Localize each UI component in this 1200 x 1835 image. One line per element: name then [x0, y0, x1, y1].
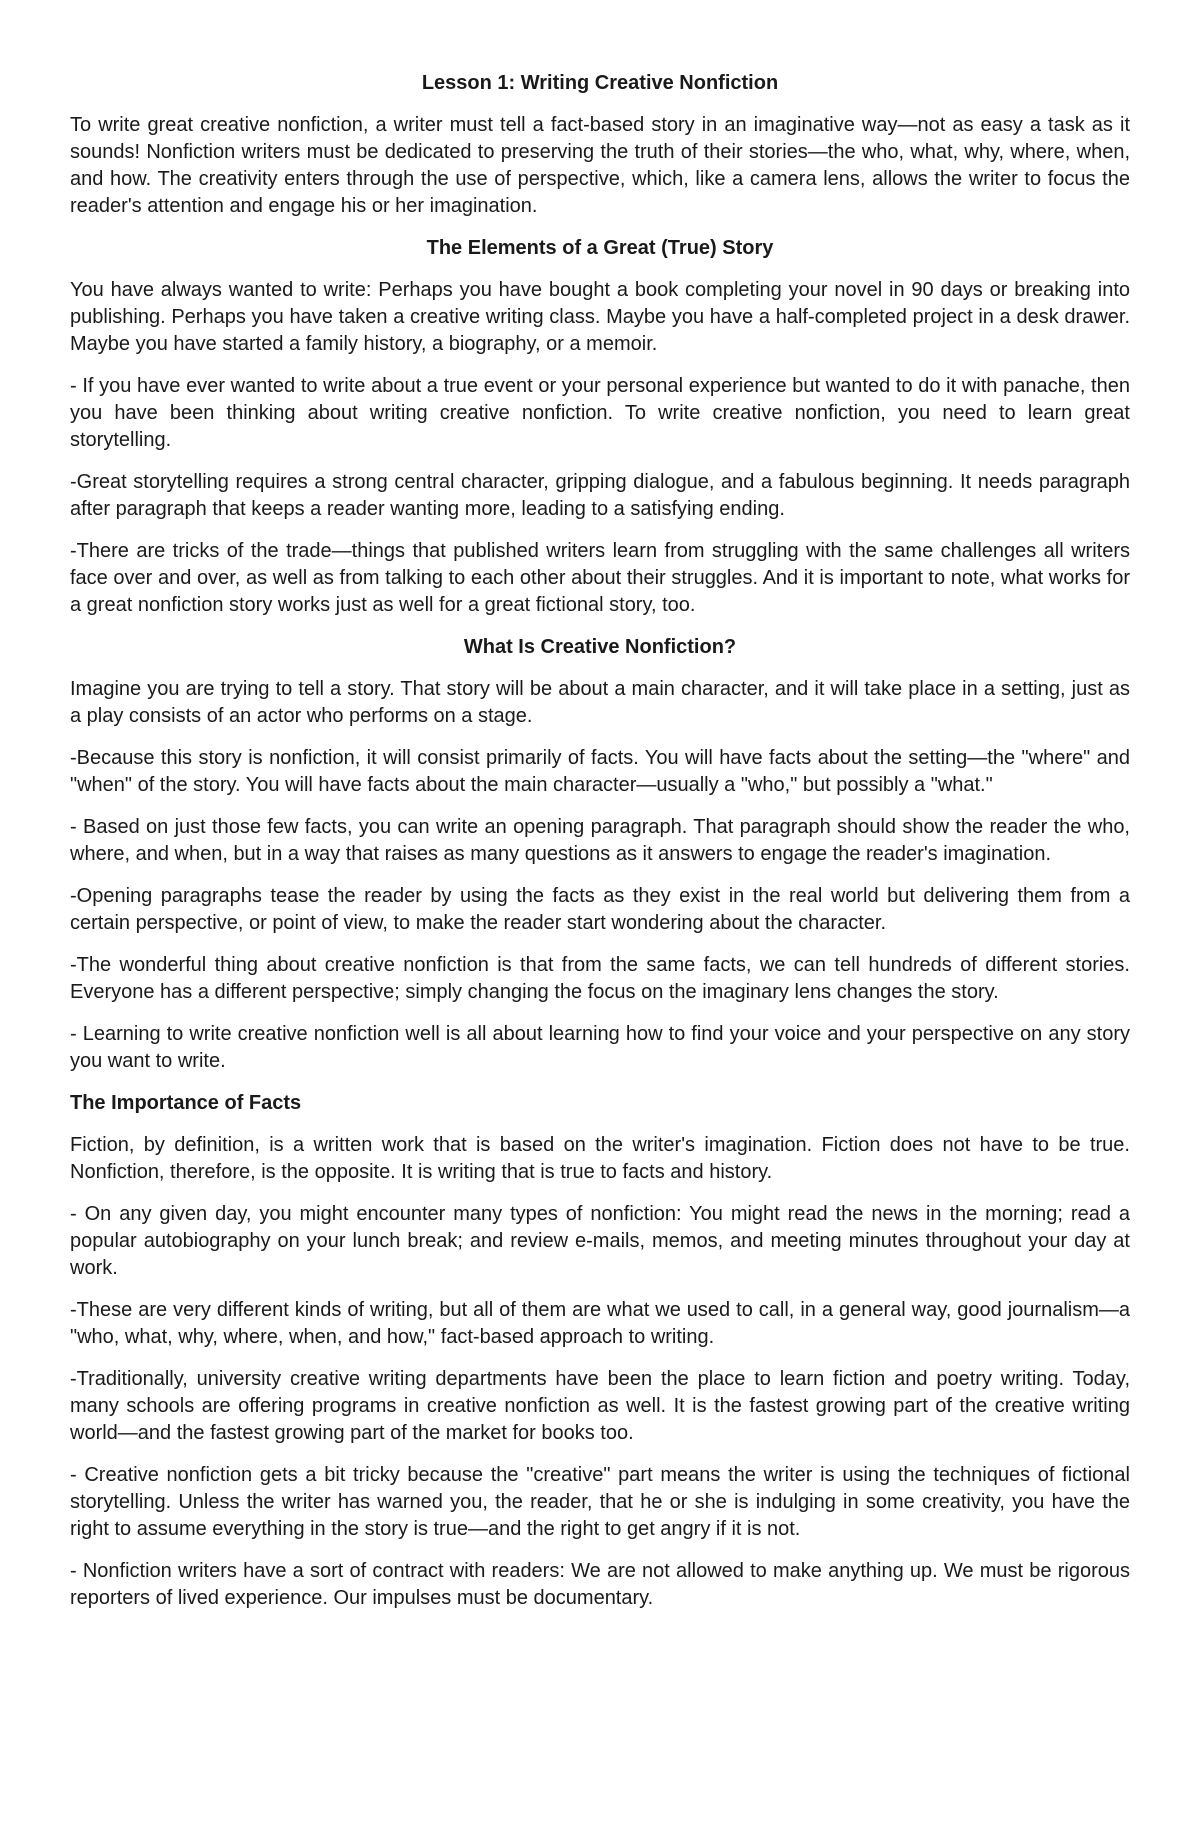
intro-paragraph: To write great creative nonfiction, a writer must tell a fact-based story in an imaginative way—not as easy a task as it sounds! Nonfiction writers must be dedicated to preserving the truth of their stories—the who, what, why, where, when, and how. The creativity enters through the use of perspective, which, like a camera lens, allows the writer to focus the reader's attention and engage his or her imagination.: [70, 114, 1130, 217]
page-title: Lesson 1: Writing Creative Nonfiction: [421, 72, 779, 94]
paragraph: -Opening paragraphs tease the reader by using the facts as they exist in the real world but delivering them from a certain perspective, or point of view, to make the reader start wondering about the character.: [70, 885, 1130, 934]
section-importance-of-facts: [70, 1090, 1130, 1612]
paragraph: - Nonfiction writers have a sort of contract with readers: We are not allowed to make anything up. We must be rigorous reporters of lived experience. Our impulses must be documentary.: [70, 1560, 1130, 1609]
section-heading: The Elements of a Great (True) Story: [426, 237, 774, 259]
paragraph: - If you have ever wanted to write about a true event or your personal experience but wanted to do it with panache, then you have been thinking about writing creative nonfiction. To write creative nonfiction, you need to learn great storytelling.: [70, 375, 1130, 451]
paragraph: - Creative nonfiction gets a bit tricky because the "creative" part means the writer is using the techniques of fictional storytelling. Unless the writer has warned you, the reader, that he or she is indulging in some creativity, you have the right to assume everything in the story is true—and the right to get angry if it is not.: [70, 1464, 1130, 1540]
section-what-is-creative-nonfiction: [70, 634, 1130, 1075]
paragraph: -Because this story is nonfiction, it will consist primarily of facts. You will have facts about the setting—the "where" and "when" of the story. You will have facts about the main character—usually a "who," but possibly a "what.": [70, 747, 1130, 796]
paragraph: Imagine you are trying to tell a story. That story will be about a main character, and it will take place in a setting, just as a play consists of an actor who performs on a stage.: [70, 678, 1130, 727]
paragraph: You have always wanted to write: Perhaps you have bought a book completing your novel in 90 days or breaking into publishing. Perhaps you have taken a creative writing class. Maybe you have a half-completed project in a desk drawer. Maybe you have started a family history, a biography, or a memoir.: [70, 279, 1130, 355]
paragraph: -There are tricks of the trade—things that published writers learn from struggling with the same challenges all writers face over and over, as well as from talking to each other about their struggles. And it is important to note, what works for a great nonfiction story works just as well for a great fictional story, too.: [70, 540, 1130, 616]
section-heading: What Is Creative Nonfiction?: [463, 636, 737, 658]
paragraph: -The wonderful thing about creative nonfiction is that from the same facts, we can tell hundreds of different stories. Everyone has a different perspective; simply changing the focus on the imaginary lens changes the story.: [70, 954, 1130, 1003]
paragraph: -Traditionally, university creative writing departments have been the place to learn fiction and poetry writing. Today, many schools are offering programs in creative nonfiction as well. It is the fastest growing part of the creative writing world—and the fastest growing part of the market for books too.: [70, 1368, 1130, 1444]
paragraph: -These are very different kinds of writing, but all of them are what we used to call, in a general way, good journalism—a "who, what, why, where, when, and how," fact-based approach to writing.: [70, 1299, 1130, 1348]
section-elements-of-story: [70, 235, 1130, 619]
paragraph: -Great storytelling requires a strong central character, gripping dialogue, and a fabulous beginning. It needs paragraph after paragraph that keeps a reader wanting more, leading to a satisfying ending.: [70, 471, 1130, 520]
section-heading: The Importance of Facts: [70, 1092, 302, 1114]
paragraph: - Based on just those few facts, you can write an opening paragraph. That paragraph should show the reader the who, where, and when, but in a way that raises as many questions as it answers to engage the reader's imagination.: [70, 816, 1130, 865]
paragraph: - On any given day, you might encounter many types of nonfiction: You might read the news in the morning; read a popular autobiography on your lunch break; and review e-mails, memos, and meeting minutes throughout your day at work.: [70, 1203, 1130, 1279]
paragraph: - Learning to write creative nonfiction well is all about learning how to find your voice and your perspective on any story you want to write.: [70, 1023, 1130, 1072]
paragraph: Fiction, by definition, is a written work that is based on the writer's imagination. Fiction does not have to be true. Nonfiction, therefore, is the opposite. It is writing that is true to facts and history.: [70, 1134, 1130, 1183]
